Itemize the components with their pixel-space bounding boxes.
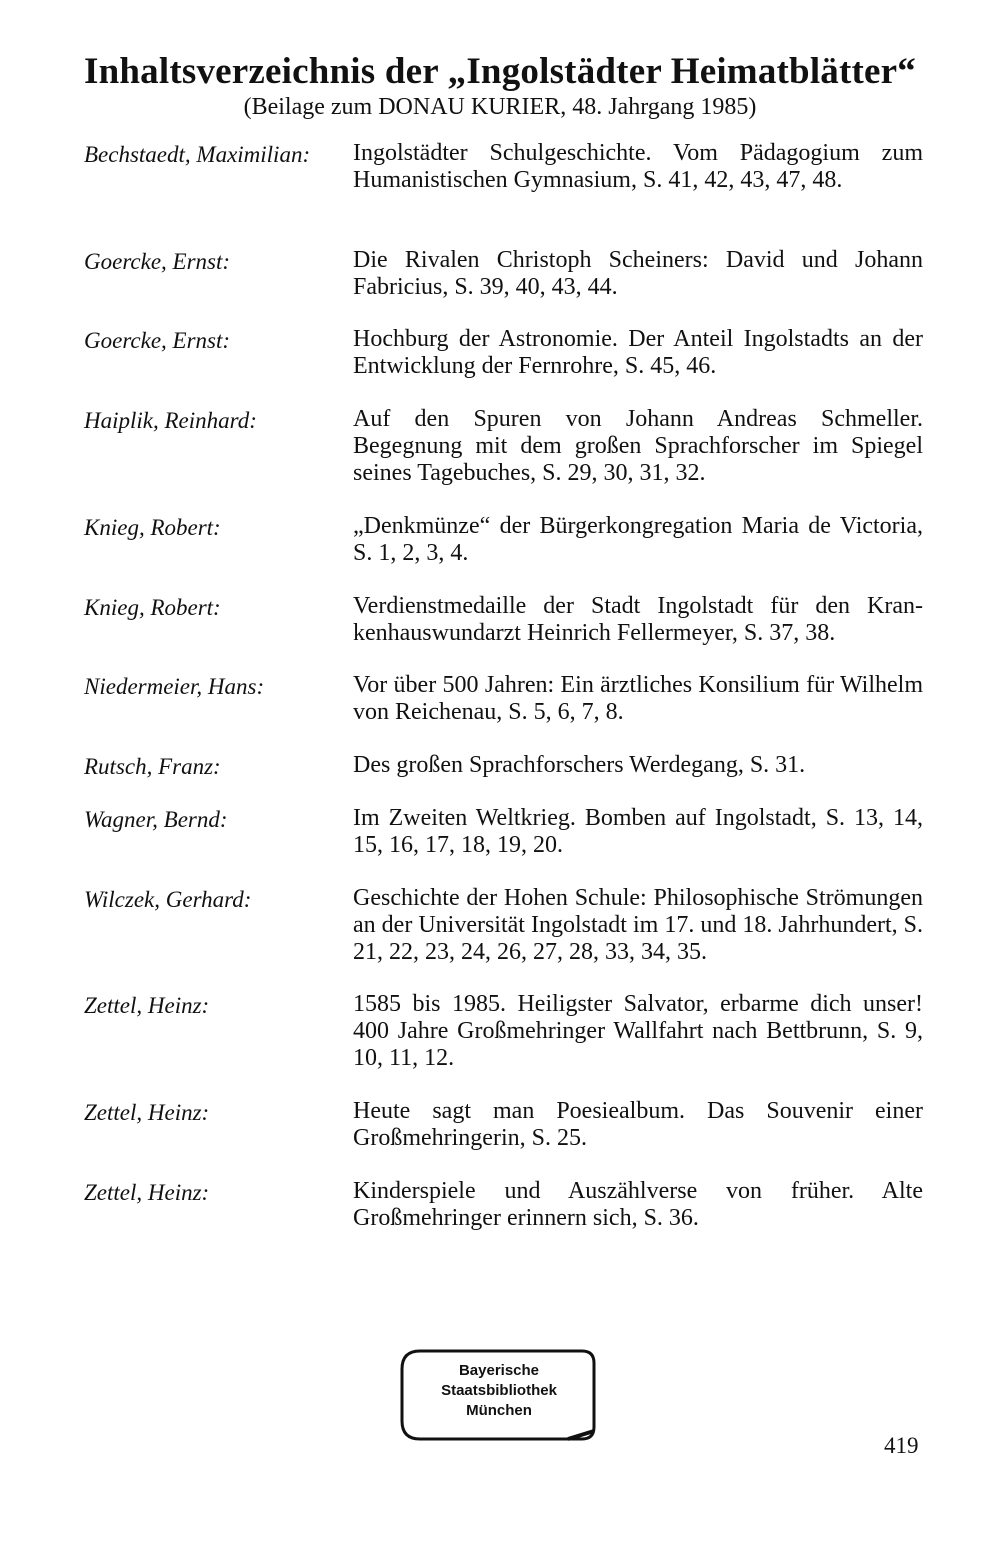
page-number: 419 — [884, 1433, 919, 1458]
page-title: Inhaltsverzeichnis der „Ingolstädter Heimatblätter“ — [83, 51, 916, 92]
entry-title: Vor über 500 Jahren: Ein ärztliches Konsilium für Wilhelm von Reichenau, S. 5, 6, 7, 8. — [353, 672, 923, 725]
library-stamp — [398, 1347, 598, 1443]
entry-author: Knieg, Robert: — [84, 515, 221, 540]
entry-author: Zettel, Heinz: — [84, 993, 210, 1018]
entry-title: 1585 bis 1985. Heiligster Salvator, erbarme dich unser! 400 Jahre Großmehringer Wallfahrt nach Bettbrunn, S. 9, 10, 11, 12. — [353, 991, 923, 1071]
entry-author: Rutsch, Franz: — [84, 754, 221, 779]
entry-author: Knieg, Robert: — [84, 595, 221, 620]
entry-title: Geschichte der Hohen Schule: Philosophische Strömungen an der Universität Ingolstadt im 17. und 18. Jahrhundert, S. 21, 22, 23, 24, 26, 27, 28, 33, 34, 35. — [353, 885, 923, 965]
stamp-line: München — [466, 1402, 532, 1419]
entry-author: Wilczek, Gerhard: — [84, 887, 252, 912]
stamp-line: Staatsbibliothek — [441, 1382, 557, 1399]
entry-author: Haiplik, Reinhard: — [84, 408, 257, 433]
entry-title: Ingolstädter Schulgeschichte. Vom Pädagogium zum Humanistischen Gymnasium, S. 41, 42, 43, 47, 48. — [353, 140, 923, 193]
entry-author: Bechstaedt, Maximilian: — [84, 142, 311, 167]
entry-title: Hochburg der Astronomie. Der Anteil Ingolstadts an der Entwicklung der Fernrohre, S. 45, 46. — [353, 326, 923, 379]
entry-title: Kinderspiele und Auszählverse von früher. Alte Großmehringer erinnern sich, S. 36. — [353, 1178, 923, 1231]
entry-author: Wagner, Bernd: — [84, 807, 228, 832]
entry-title: Die Rivalen Christoph Scheiners: David und Johann Fabricius, S. 39, 40, 43, 44. — [353, 247, 923, 300]
stamp-line: Bayerische — [458, 1362, 540, 1379]
entry-title: Auf den Spuren von Johann Andreas Schmeller. Begegnung mit dem großen Sprachforscher im Spiegel seines Tagebuches, S. 29, 30, 31, 32. — [353, 406, 923, 486]
entry-author: Goercke, Ernst: — [84, 328, 231, 353]
entry-author: Niedermeier, Hans: — [84, 674, 265, 699]
entry-author: Goercke, Ernst: — [84, 249, 231, 274]
entry-author: Zettel, Heinz: — [84, 1180, 210, 1205]
entry-author: Zettel, Heinz: — [84, 1100, 210, 1125]
stamp-text — [410, 1361, 588, 1421]
entry-title: „Denkmünze“ der Bürgerkongregation Maria de Victoria, S. 1, 2, 3, 4. — [353, 513, 923, 566]
entry-title: Im Zweiten Weltkrieg. Bomben auf Ingolstadt, S. 13, 14, 15, 16, 17, 18, 19, 20. — [353, 805, 923, 858]
entry-title: Des großen Sprachforschers Werdegang, S. 31. — [353, 752, 806, 778]
page-subtitle: (Beilage zum DONAU KURIER, 48. Jahrgang 1985) — [243, 94, 757, 120]
entry-title: Heute sagt man Poesiealbum. Das Souvenir einer Großmehringerin, S. 25. — [353, 1098, 923, 1151]
entry-title: Verdienstmedaille der Stadt Ingolstadt für den Krankenhauswundarzt Heinrich Fellermeyer, S. 37, 38. — [353, 593, 923, 646]
